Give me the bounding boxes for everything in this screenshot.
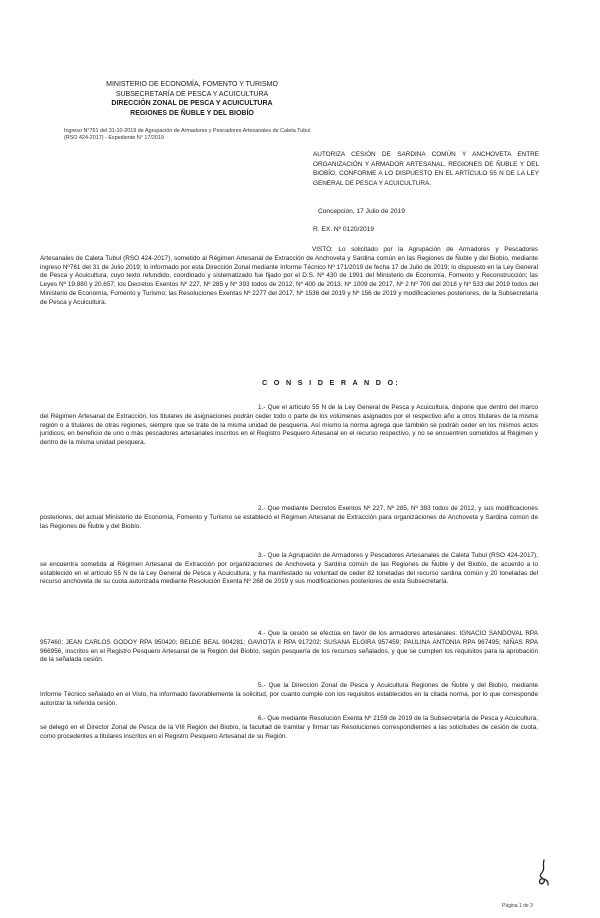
letterhead xyxy=(72,80,312,118)
subsecretary-line: SUBSECRETARÍA DE PESCA Y ACUICULTURA xyxy=(115,90,269,98)
considerando-paragraph-3: 3.- Que la Agrupación de Armadores y Pescadores Artesanales de Caleta Tubul (RSO 424-2017), se encuentra sometida al Régimen Artesanal de Extracción por organizaciones de Anchoveta y Sardina común de las Regiones de Ñuble y del Biobío, de acuerdo a lo establecido en el artículo 55 N de la Ley General de Pesca y Acuicultura, y ha manifestado su voluntad de ceder 82 toneladas del recurso sardina común y 20 toneladas del recurso anchoveta de su cuota autorizada mediante Resolución Exenta Nº 268 de 2019 y sus modificaciones posteriores de esta Subsecretaría. xyxy=(40,552,538,586)
considerando-paragraph-1: 1.- Que el artículo 55 N de la Ley General de Pesca y Acuicultura, dispone que dentro del marco del Régimen Artesanal de Extracción, los titulares de asignaciones podrán ceder todo o parte de los volúmenes asignados por el respectivo año a otros titulares de la misma región o a titulares de otras regiones, siempre que se trate de la misma unidad de pesquería. Así mismo la norma agrega que también se podrán ceder en los mismos actos jurídicos, en beneficio de uno o más pescadores artesanales inscritos en el Registro Pesquero Artesanal en el recurso respectivo, y no se encuentren sometidos al Régimen y dentro de la misma unidad pesquera. xyxy=(40,404,538,447)
resolution-subject: AUTORIZA CESIÓN DE SARDINA COMÚN Y ANCHOVETA ENTRE ORGANIZACIÓN Y ARMADOR ARTESANAL, REGIONES DE ÑUBLE Y DEL BIOBÍO, CONFORME A LO DISPUESTO EN EL ARTÍCULO 55 N DE LA LEY GENERAL DE PESCA Y ACUICULTURA. xyxy=(313,151,539,187)
resolution-number: R. EX. Nº 0120/2019 xyxy=(313,226,375,233)
considerando-heading: C O N S I D E R A N D O: xyxy=(262,378,401,387)
considerando-paragraph-6: 6.- Que mediante Resolución Exenta Nº 2159 de 2019 de la Subsecretaría de Pesca y Acuicultura, se delegó en el Director Zonal de Pesca de la VIII Región del Biobío, la facultad de tramitar y firmar las Resoluciones correspondientes a las solicitudes de cesión de cuota, como procedentes a titulares inscritos en el Registro Pesquero Artesanal de su Región. xyxy=(40,715,538,740)
initials-signature xyxy=(532,858,554,888)
considerando-paragraph-2: 2.- Que mediante Decretos Exentos Nº 227, Nº 285, Nº 393 todos de 2012, y sus modificaciones posteriores, del actual Ministerio de Economía, Fomento y Turismo se estableció el Régimen Artesanal de Extracción para organizaciones de Anchoveta y Sardina común de las Regiones de Ñuble y del Biobío. xyxy=(40,505,538,530)
visto-paragraph: VISTO: Lo solicitado por la Agrupación de Armadores y Pescadores Artesanales de Caleta Tubul (RSO 424-2017), sometido al Régimen Artesanal de Extracción de Anchoveta y Sardina común en las Regiones de Ñuble y del Biobío, mediante ingreso Nº761 del 31 de Julio 2019; lo informado por esta Dirección Zonal mediante Informe Técnico Nº 171/2019 de fecha 17 de Julio de 2019; lo dispuesto en la Ley General de Pesca y Acuicultura, cuyo texto refundido, coordinado y sistematizado fue fijado por el D.S. Nº 430 de 1991 del Ministerio de Economía, Fomento y Reconstrucción; las Leyes Nº 19.880 y 20.657; los Decretos Exentos Nº 227, Nº 285 y Nº 393 todos de 2012, Nº 400 de 2013, Nº 1009 de 2017, Nº 2 Nº 700 del 2018 y Nº 533 del 2019 todos del Ministerio de Economía, Fomento y Turismo; las Resoluciones Exentas Nº 2277 del 2017, Nº 1536 del 2019 y Nº 156 de 2019 y modificaciones posteriores, de la Subsecretaría de Pesca y Acuicultura. xyxy=(40,246,538,306)
ministry-line: MINISTERIO DE ECONOMÍA, FOMENTO Y TURISMO xyxy=(106,81,278,88)
considerando-paragraph-4: 4.- Que la cesión se efectúa en favor de los armadores artesanales: IGNACIO SANDOVAL RPA 957460; JEAN CARLOS GODOY RPA 950420; BELDE BEAL 904281; GAVIOTA II RPA 917202; SUSANA ELGIRA 957459; PAULINA ANTONIA RPA 967495; NIÑAS RPA 966956, inscritos en el Registro Pesquero Artesanal de la Región del Biobío, según pesquería de los recursos señalados, y que se cumplen los requisitos para la aprobación de la señalada cesión. xyxy=(40,630,538,664)
considerando-paragraph-5: 5.- Que la Dirección Zonal de Pesca y Acuicultura Regiones de Ñuble y del Biobío, mediante Informe Técnico señalado en el Visto, ha informado favorablemente la solicitud, por cuanto cumple con los requisitos establecidos en la citada norma, por lo que corresponde autorizar la referida cesión. xyxy=(40,682,538,707)
page-footer: Página 1 de 3 xyxy=(502,903,533,909)
zonal-direction-line: DIRECCIÓN ZONAL DE PESCA Y ACUICULTURA xyxy=(111,100,273,107)
reference-note: Ingreso N°761 del 31-10-2019 de Agrupación de Armadores y Pescadores Artesanales de Caleta Tubul (RSO 424-2017) - Expediente N° 17/2019 xyxy=(64,128,311,141)
place-date: Concepción, 17 Julio de 2019 xyxy=(318,208,405,215)
regions-line: REGIONES DE ÑUBLE Y DEL BIOBÍO xyxy=(130,109,254,117)
